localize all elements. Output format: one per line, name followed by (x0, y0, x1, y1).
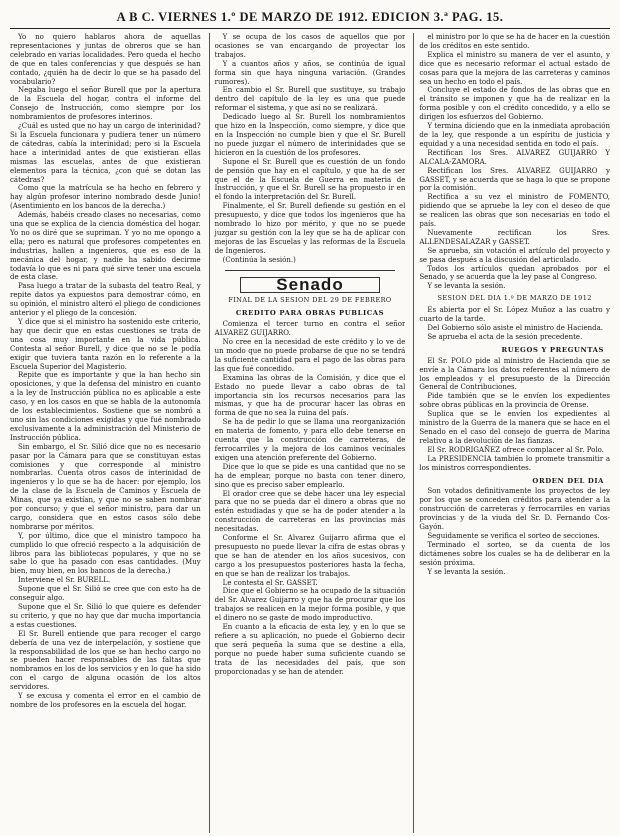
paragraph: Dice que el Gobierno se ha ocupado de la situación del Sr. Alvarez Guijarro y que ha de procurar que los trabajos se realicen en la mejor forma posible, y que el dinero no se gaste de modo improductivo. (214, 587, 406, 623)
paragraph: Y termina diciendo que en la inmediata aprobación de la ley, que responde a un espíritu de justicia y equidad y a una necesidad sentida en todo el país. (419, 122, 611, 148)
paragraph: Rectifica a su vez el ministro de FOMENTO, pidiendo que se apruebe la ley con el deseo de que se realicen las obras que son necesarias en todo el país. (419, 193, 611, 229)
paragraph: Supone que el Sr. Silió lo que quiere es defender su criterio, y que no hay que dar mucha importancia a estas cuestiones. (10, 603, 201, 629)
paragraph: Pide también que se le envíen los expedientes sobre obras públicas en la provincia de Orense. (419, 392, 611, 410)
column-middle-bottom (215, 320, 406, 676)
paragraph: Y se excusa y comenta el error en el cambio de nombre de los profesores en la escuela del hogar. (10, 692, 201, 709)
credito-heading: CREDITO PARA OBRAS PUBLICAS (235, 309, 385, 318)
paragraph: El Sr. Burell entiende que para recoger el cargo debería de una vez de interpelación, y sostiene que la responsabilidad de los que se han hecho cargo no se pueden hacer responsables de las faltas que nombramos en los de los servicios y en lo que ha sido con el cargo de alguna ocasión de los altos servidores. (10, 629, 201, 692)
paragraph: Supone que el Sr. Silió se cree que con esto ha de conseguir algo. (10, 585, 201, 603)
paragraph: Rectifican los Sres. ALVAREZ GUIJARRO Y ALCALA-ZAMORA. (419, 148, 611, 166)
paragraph: Yo no quiero hablaros ahora de aquellas representaciones y juntas de obreros que se han celebrado en varias localidades. Pero queda el hecho de que en tales conferencias y que después se han contado, ¿quién ha de decir lo que se ha pasado del vocabulario? (10, 33, 201, 86)
paragraph: Concluye el estado de fondos de las obras que en el tránsito se imponen y que ha de realizar en la forma posible y con el crédito concedido, y a ello se dirigen los esfuerzos del Gobierno. (419, 86, 611, 122)
paragraph: Negaba luego el señor Burell que por la apertura de la Escuela del hogar, contra el informe del Consejo de Instrucción, como siempre por los nombramientos de profesores interinos. (10, 86, 201, 122)
section-divider (225, 270, 396, 271)
column-right-mid (419, 306, 610, 342)
paragraph: Suplica que se le envíen los expedientes al ministro de la Guerra de la manera que se hace en el Senado en el caso del consejo de guerra de Marina relativo a la devolución de las fianzas. (419, 410, 611, 445)
orden-heading: ORDEN DEL DIA (532, 476, 605, 485)
paragraph: Nuevamente rectifican los Sres. ALLENDESALAZAR y GASSET. (419, 228, 611, 246)
paragraph: Y se levanta la sesión. (427, 567, 506, 576)
ruegos-heading: RUEGOS Y PREGUNTAS (501, 345, 605, 354)
paragraph: Y se ocupa de los casos de aquellos que por ocasiones se van encargando de proyectar los trabajos. (214, 33, 406, 59)
paragraph: Se aprueba, sin votación el artículo del proyecto y se pasa después a la discusión del articulado. (419, 246, 611, 264)
paragraph: Es abierta por el Sr. López Muñoz a las cuatro y cuarto de la tarde. (419, 306, 611, 324)
paragraph: Del Gobierno sólo asiste el ministro de Hacienda. (427, 324, 604, 332)
paragraph: el ministro por lo que se ha de hacer en la cuestión de los créditos en este sentido. (419, 33, 611, 50)
paragraph: Como que la matrícula se ha hecho en febrero y hay algún profesor interino nombrado desde Junio! (Asentimiento en los bancos de la derecha.) (10, 184, 201, 211)
paragraph: No cree en la necesidad de este crédito y lo ve de un modo que no puede probarse de que no se tendrá la suficiente cantidad para el pago de las obras para las que fué concedido. (214, 338, 406, 373)
paragraph: Se ha de pedir lo que se llama una reorganización en materia de fomento, y para ello debe tenerse en cuenta que la construcción de carreteras, de ferrocarriles y la mejora de los caminos vecinales exigen una atención preferente del Gobierno. (214, 418, 406, 462)
paragraph: Dice que lo que se pide es una cantidad que no se ha de emplear, porque no basta con tener dinero, sino que es preciso saber emplearlo. (214, 462, 406, 489)
column-right (413, 33, 610, 833)
paragraph: Sin embargo, el Sr. Silió dice que no es necesario pasar por la Cámara para que se constituyan estas comisiones y que corresponde al ministro nombrarlas. Cuenta otros casos de interinidad de ingenieros y lo que se ha de hacer: por ejemplo, los de la clase de la Escuela de Caminos y Escuela de Minas, que ya existían, y que no se saben nombrar por concurso; y que el señor ministro, para dar un cargo, considera que en estos casos sólo debe nombrarse por méritos. (10, 442, 201, 531)
paragraph: ¿Cuál es usted que no hay un cargo de interinidad? Si la Escuela funcionara y pudiera tener un número de cátedras, cabía la interinidad; pero si la Escuela hace a interinidad antes de que existieran ellas mismas las escuelas, antes de que existieran elementos para la técnica, ¿con qué se dotan las cátedras? (10, 122, 201, 184)
paragraph: Se aprueba el acta de la sesión precedente. (427, 332, 583, 341)
column-right-ruegos (419, 357, 610, 473)
columns (10, 33, 610, 833)
senado-heading-box (240, 274, 381, 294)
session2-subtitle: SESION DEL DIA 1.º DE MARZO DE 1912 (437, 294, 592, 303)
paragraph: Terminado el sorteo, se da cuenta de los dictámenes sobre los cuales se ha de deliberar en la sesión próxima. (419, 540, 611, 567)
paragraph: Explica el ministro su manera de ver el asunto, y dice que es necesario reformar el actual estado de cosas para que la mejora de las carreteras y caminos sea un hecho en todo el país. (419, 50, 611, 86)
paragraph: Seguidamente se verifica el sorteo de secciones. (427, 531, 600, 540)
paragraph: Examina las obras de la Comisión, y dice que el Estado no puede llevar a cabo obras de tal importancia sin los recursos necesarios para las mismas, y que ha de procurar hacer las obras en forma de que no sea la ruina del país. (214, 373, 406, 418)
paragraph: Finalmente, el Sr. Burell defiende su gestión en el presupuesto, y dice que todos los ingenieros que ha nombrado lo hizo por mérito, y que no se puede juzgar su gestión con la ley que se ha de aplicar con mejoras de las Escuelas y las reformas de la Escuela de Ingenieros. (214, 202, 406, 255)
paragraph: En cuanto a la eficacia de esta ley, y en lo que se refiere a su aplicación, no puede el Gobierno decir que será pequeña la suma que se destine a ella, porque no puede haber suma suficiente cuando se trata de las necesidades del país, que son proporcionadas y se han de atender. (214, 623, 406, 676)
paragraph: Y se levanta la sesión. (427, 282, 506, 291)
paragraph: Además, habéis creado clases no necesarias, como una que se explica de la ciencia doméstica del hogar. Yo no os diré que se supriman. Y yo no me opongo a ella; pero es natural que profesores competentes en industrias, hallen a ingenieros, que es eso de la mecánica del hogar, y nadie ha sabido decirme todavía lo que es ni para qué sirve tener una escuela de esta clase. (10, 211, 201, 282)
paragraph: El Sr. POLO pide al ministro de Hacienda que se envíe a la Cámara los datos referentes al número de los empleados y el presupuesto de la Dirección General de Contribuciones. (419, 356, 611, 392)
paragraph: Y a cuantos años y años, se continúa de igual forma sin que haya ninguna variación. (Grandes rumores). (214, 59, 406, 86)
column-right-orden (419, 487, 610, 576)
paragraph: Todos los artículos quedan aprobados por el Senado, y se acuerda que la ley pase al Congreso. (419, 264, 611, 282)
paragraph: Conforme el Sr. Alvarez Guijarro afirma que el presupuesto no puede llevar la cifra de estas obras y que se han de atender en los años sucesivos, con cargo a los presupuestos posteriores hasta la fecha, en que se han de realizar los trabajos. (214, 534, 406, 578)
paragraph: Y dice que si el ministro ha sostenido este criterio, hay que decir que en estas cuestiones se trata de una cosa muy importante en la vida pública. Contesta al señor Burell, y dice que no se le podía exigir que tuviera tanta razón en lo referente a la Escuela Superior del Magisterio. (10, 318, 201, 371)
paragraph: En cambio el Sr. Burell que sustituye, su trabajo dentro del capítulo de la ley es una que puede reformar el sistema, y que así no se realizará. (214, 86, 406, 113)
paragraph: El Sr. RODRIGAÑEZ ofrece complacer al Sr. Polo. (427, 445, 604, 454)
paragraph: Repite que es importante y que la han hecho sin oposiciones, y que la defensa del ministro en cuanto a la ley de Instrucción pública no es aplicable a este caso, y en los casos en que se habla de la autonomía de los establecimientos. Sostiene que se nombró a uno sin las condiciones exigidas y que fué nombrado exclusivamente a la administración del Ministerio de Instrucción pública. (10, 371, 201, 442)
paragraph: Pasa luego a tratar de la subasta del teatro Real, y repite datos ya expuestos para demostrar cómo, en su opinión, el ministro alteró el pliego de condiciones anterior y el pliego de la concesión. (10, 282, 201, 318)
column-middle-top (215, 33, 406, 265)
paragraph: Supone el Sr. Burell que es cuestión de un fondo de pensión que hay en el capítulo, y que ha de ser que el de la Escuela de Guerra en materia de Instrucción, y que el Sr. Burell se ha propuesto ir en el fondo la interpretación del Sr. Burell. (214, 157, 406, 202)
column-right-top (419, 33, 610, 291)
paragraph: Son votados definitivamente los proyectos de ley por los que se conceden créditos para atender a la construcción de carreteras y ferrocarriles en varias provincias y de la viuda del Sr. D. Fernando Cos-Gayón. (419, 487, 611, 532)
column-left (10, 33, 201, 833)
paragraph: Y, por último, dice que el ministro tampoco ha cumplido lo que ofreció respecto a la adquisición de libros para las bibliotecas populares, y que no se sabe lo que ha pasado con esas cantidades. (Muy bien, muy bien, en los bancos de la derecha.) (10, 531, 201, 576)
page-header: A B C. VIERNES 1.º DE MARZO DE 1912. EDICION 3.ª PAG. 15. (10, 6, 610, 29)
senado-title: Senado (276, 274, 344, 294)
paragraph: Dedicado luego al Sr. Burell los nombramientos que hizo en la Inspección, como siempre, y dice que en la Inspección no cumple bien y que el Sr. Burell no puede juzgar el número de interinidades que se hicieron en la cuestión de los profesores. (214, 113, 406, 157)
paragraph: El orador cree que se debe hacer una ley especial para que no se pueda dar el dinero a obras que no estén estudiadas y que se ha de poder atender a la construcción de carreteras en las provincias más necesitadas. (214, 489, 406, 534)
paragraph: Rectifican los Sres. ALVAREZ GUIJARRO y GASSET, y se acuerda que se haga lo que se propone por la comisión. (419, 166, 611, 193)
column-left-body (10, 33, 201, 710)
paragraph: Interviene el Sr. BURELL. (18, 576, 111, 585)
paragraph: La PRESIDENCIA también lo promete transmitir a los ministros correspondientes. (419, 454, 611, 472)
paragraph: Le contesta el Sr. GASSET. (222, 578, 318, 587)
paragraph: (Continúa la sesión.) (222, 255, 296, 264)
paragraph: Comienza el tercer turno en contra el señor ALVAREZ GUIJARRO. (214, 320, 406, 338)
session-subtitle: FINAL DE LA SESION DEL 29 DE FEBRERO (228, 296, 392, 305)
column-middle (209, 33, 406, 833)
